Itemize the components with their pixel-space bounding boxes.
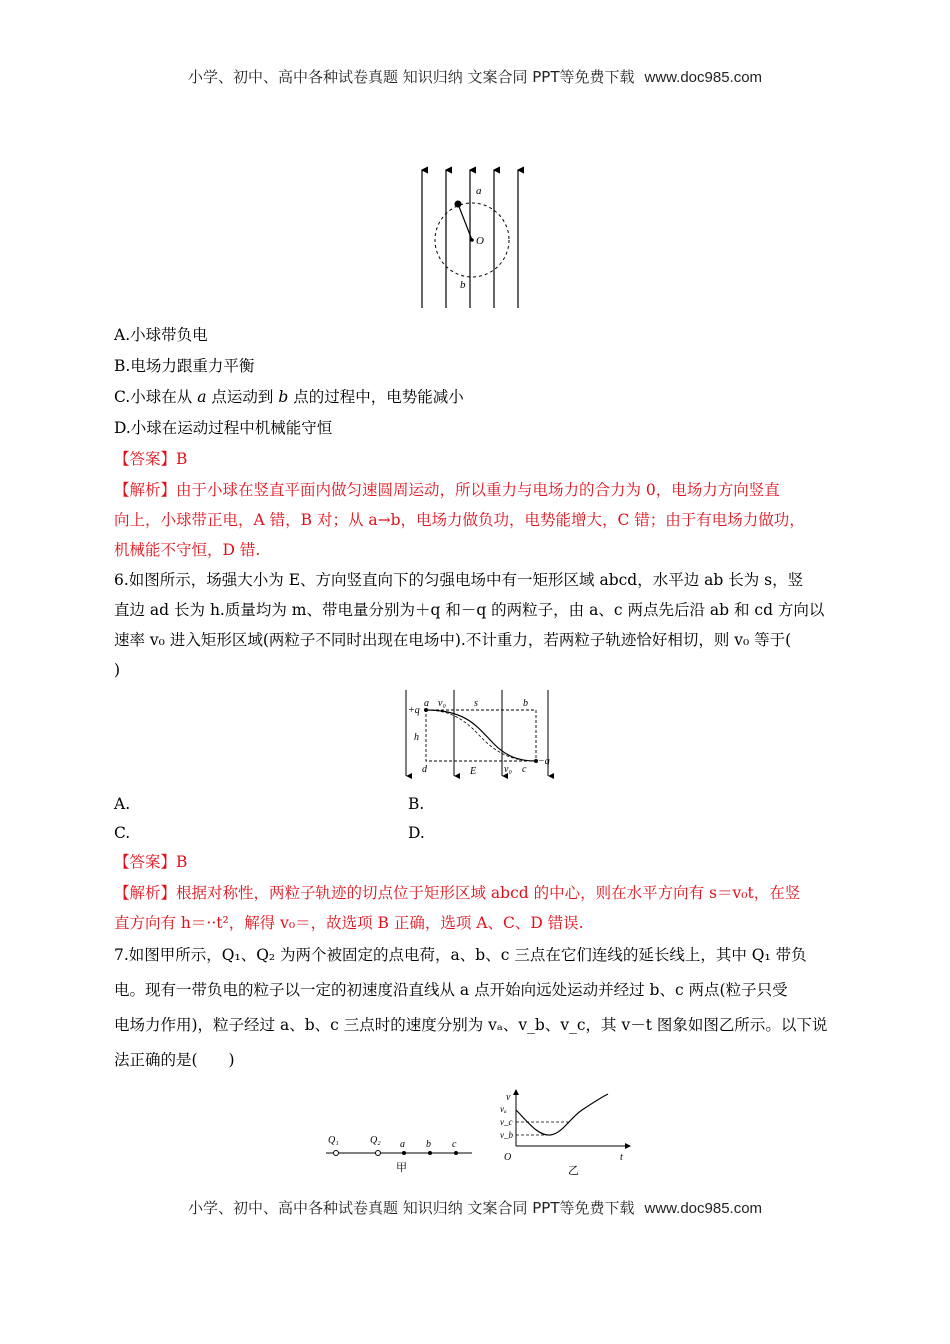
q7-line2: 电。现有一带负电的粒子以一定的初速度沿直线从 a 点开始向远处运动并经过 b、c 两点(粒子只受 [114,981,788,999]
q7-label-c: c [452,1139,457,1150]
q5-option-c-part3: 点的过程中，电势能减小 [293,388,464,406]
q5-analysis-line2: 向上，小球带正电，A 错，B 对；从 a→b，电场力做负功，电势能增大，C 错；由于有电场力做功， [114,511,805,529]
q6-line4: ) [114,661,121,679]
q6-option-d: D. [408,824,425,842]
q7-line4: 法正确的是( ) [114,1051,235,1069]
q7-label-vc: v_c [500,1117,513,1127]
q6-label-b: b [523,698,528,709]
q7-figure-yi-vt-graph [498,1088,634,1180]
q6-label-h: h [414,732,419,743]
q7-caption-jia: 甲 [396,1162,407,1174]
q6-line3: 速率 v₀ 进入矩形区域(两粒子不同时出现在电场中).不计重力，若两粒子轨迹恰好相切，则 v₀ 等于( [114,631,792,649]
q5-analysis-line1: 【解析】由于小球在竖直平面内做匀速圆周运动，所以重力与电场力的合力为 0，电场力方向竖直 [114,481,780,499]
q5-option-c-b: b [278,388,289,406]
q6-label-d: d [422,764,427,775]
q6-label-v0-top: v₀ [438,698,446,709]
q6-line2: 直边 ad 长为 h.质量均为 m、带电量分别为＋q 和－q 的两粒子，由 a、c 两点先后沿 ab 和 cd 方向以 [114,601,825,619]
q6-line1: 6.如图所示，场强大小为 E、方向竖直向下的匀强电场中有一矩形区域 abcd，水平边 ab 长为 s，竖 [114,571,804,589]
q6-option-a: A. [114,795,131,813]
q7-label-a: a [400,1139,405,1150]
q5-label-O: O [476,235,484,247]
q6-option-c: C. [114,824,131,842]
q7-axis-t: t [620,1152,623,1163]
q6-option-b: B. [408,795,425,813]
q6-label-E: E [470,766,477,777]
q7-label-q2: Q₂ [370,1135,381,1146]
page-footer [0,1197,950,1218]
q5-option-c [114,387,464,407]
q5-answer: 【答案】B [114,450,188,468]
q6-label-plus-q: +q [408,705,420,716]
q5-label-a: a [476,185,482,197]
q6-rectangle-field-figure [398,688,558,780]
q5-field-circle-figure [410,162,540,310]
q7-axis-v: v [506,1092,511,1103]
q5-option-d: D.小球在运动过程中机械能守恒 [114,419,333,437]
footer-url[interactable]: www.doc985.com [644,1200,763,1217]
footer-text: 小学、初中、高中各种试卷真题 知识归纳 文案合同 PPT等免费下载 [187,1199,635,1217]
q7-origin-O: O [504,1152,512,1163]
q5-option-a: A.小球带负电 [114,326,208,344]
q6-label-minus-q: −q [538,756,550,767]
q5-option-b: B.电场力跟重力平衡 [114,357,255,375]
q6-analysis-line2: 直方向有 h＝··t²，解得 v₀＝，故选项 B 正确，选项 A、C、D 错误. [114,914,584,932]
q5-option-c-a: a [197,388,207,406]
page-header [0,66,950,87]
q6-label-s: s [474,698,478,709]
q7-label-q1: Q₁ [328,1135,339,1146]
q7-line1: 7.如图甲所示，Q₁、Q₂ 为两个被固定的点电荷，a、b、c 三点在它们连线的延长线上，其中 Q₁ 带负 [114,946,807,964]
q7-line3: 电场力作用)，粒子经过 a、b、c 三点时的速度分别为 vₐ、v_b、v_c，其 v－t 图象如图乙所示。以下说 [114,1016,828,1034]
q7-figure-jia [322,1125,478,1177]
q5-analysis-line3: 机械能不守恒，D 错. [114,541,261,559]
header-text: 小学、初中、高中各种试卷真题 知识归纳 文案合同 PPT等免费下载 [187,68,635,86]
q7-label-b: b [426,1139,431,1150]
q5-label-b: b [460,279,466,291]
q7-label-vb: v_b [500,1130,513,1140]
header-url[interactable]: www.doc985.com [644,69,763,86]
q6-label-c: c [522,764,527,775]
q7-caption-yi: 乙 [568,1165,579,1177]
q6-label-v0-bottom: v₀ [504,764,512,775]
q5-option-c-part1: C.小球在从 [114,388,193,406]
q6-answer: 【答案】B [114,853,188,871]
q7-label-va: vₐ [500,1104,507,1114]
q6-label-a: a [424,698,429,709]
q5-option-c-part2: 点运动到 [211,388,274,406]
q6-analysis-line1: 【解析】根据对称性，两粒子轨迹的切点位于矩形区域 abcd 的中心，则在水平方向有 s＝v₀t，在竖 [114,884,801,902]
